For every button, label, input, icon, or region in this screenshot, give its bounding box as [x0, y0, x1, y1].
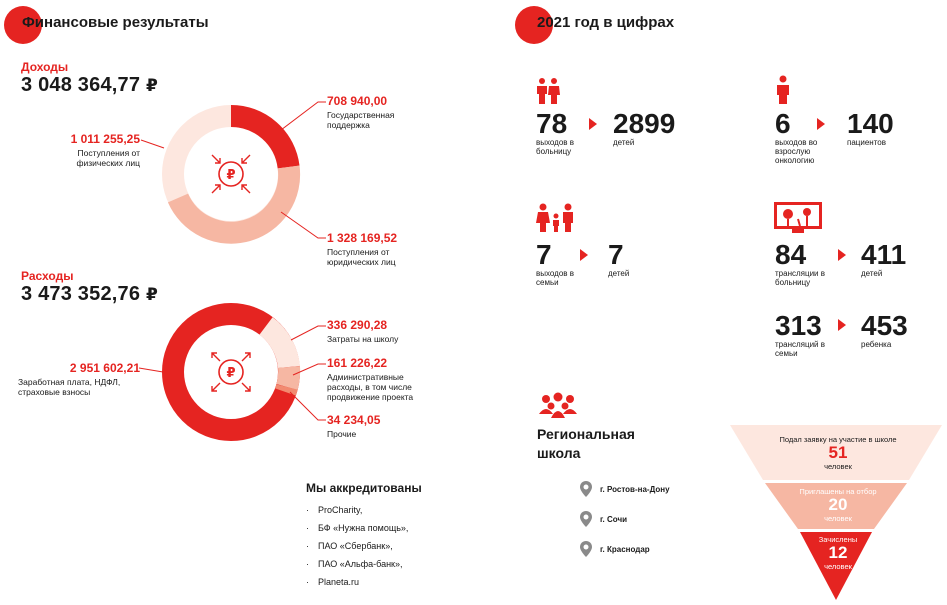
expenses-item-admin	[327, 356, 439, 402]
accredited-item-label: ПАО «Альфа-банк»,	[318, 559, 403, 569]
currency-symbol: ₽	[145, 76, 158, 95]
funnel-invited-value: 20	[828, 495, 848, 514]
stat-family-children	[608, 241, 629, 278]
stat-family-broadcasts-value: 313	[775, 310, 822, 341]
children-icon	[535, 77, 561, 105]
stat-oncology-visits: 6	[775, 108, 791, 139]
income-individuals-label: Поступления от физических лиц	[76, 148, 140, 168]
map-pin-icon	[579, 480, 593, 498]
bullet: ·	[306, 523, 309, 533]
arrow-right-icon	[838, 249, 846, 261]
expenses-salary-label: Заработная плата, НДФЛ, страховые взносы	[18, 377, 121, 397]
accredited-list	[306, 505, 422, 587]
stat-family-broadcasts-label: трансляций в семьи	[775, 340, 825, 358]
section-title-numbers: 2021 год в цифрах	[537, 14, 675, 31]
currency-symbol: ₽	[145, 285, 158, 304]
family-icon	[535, 203, 577, 233]
income-legal-label: Поступления от юридических лиц	[327, 247, 396, 267]
regional-school-title-line2: школа	[537, 445, 581, 461]
city-rostov	[579, 480, 670, 498]
funnel-enrolled-title: Зачислены	[818, 535, 858, 544]
stat-family-children-value: 7	[608, 239, 624, 270]
stat-family-broadcast-children	[861, 312, 908, 349]
accredited-title: Мы аккредитованы	[306, 481, 422, 495]
stat-hospital-children-value: 2899	[613, 108, 676, 139]
expenses-school-label: Затраты на школу	[327, 334, 399, 344]
ruble-icon: ₽	[226, 168, 236, 183]
expenses-admin-value: 161 226,22	[327, 356, 388, 370]
city-rostov-label: г. Ростов-на-Дону	[600, 484, 670, 494]
funnel-applied	[756, 435, 920, 471]
stat-family	[536, 241, 596, 287]
expenses-label: Расходы	[21, 269, 74, 283]
city-sochi-label: г. Сочи	[600, 514, 628, 524]
expenses-school-value: 336 290,28	[327, 318, 388, 332]
group-icon	[538, 392, 578, 420]
expenses-salary-value: 2 951 602,21	[69, 361, 140, 375]
stat-family-children-label: детей	[608, 269, 630, 278]
accredited-item-label: ProCharity,	[318, 505, 363, 515]
funnel-invited-unit: человек	[824, 514, 852, 523]
accredited-item	[306, 541, 422, 551]
funnel-applied-value: 51	[828, 443, 848, 462]
stat-oncology-patients	[847, 110, 894, 147]
funnel-invited-title: Приглашены на отбор	[799, 487, 877, 496]
accredited-section	[306, 481, 422, 595]
leader-other	[290, 392, 326, 420]
accredited-item	[306, 505, 422, 515]
income-state-label: Государственная поддержка	[327, 110, 395, 130]
accredited-item-label: Planeta.ru	[318, 577, 360, 587]
stat-hospital-children	[613, 110, 675, 147]
funnel-enrolled	[796, 535, 880, 571]
map-pin-icon	[579, 540, 593, 558]
tv-icon	[774, 202, 822, 234]
stat-hospital-broadcasts-label: трансляции в больницу	[775, 269, 825, 287]
expenses-item-salary	[18, 361, 140, 397]
person-icon	[775, 75, 791, 105]
leader-school	[291, 326, 326, 340]
map-pin-icon	[579, 510, 593, 528]
accredited-item-label: ПАО «Сбербанк»,	[318, 541, 393, 551]
regional-school-title	[537, 425, 635, 463]
funnel-invited	[776, 487, 900, 523]
city-krasnodar-label: г. Краснодар	[600, 544, 650, 554]
arrow-right-icon	[580, 249, 588, 261]
income-state-value: 708 940,00	[327, 94, 388, 108]
expenses-other-label: Прочие	[327, 429, 357, 439]
stat-hospital-broadcasts-value: 84	[775, 239, 807, 270]
income-label: Доходы	[21, 60, 69, 74]
city-sochi	[579, 510, 627, 528]
stat-broadcast-children	[861, 241, 906, 278]
accredited-item	[306, 523, 422, 533]
funnel-applied-unit: человек	[824, 462, 852, 471]
stat-oncology-visits-label: выходов во взрослую онкологию	[775, 138, 818, 165]
bullet: ·	[306, 559, 309, 569]
leader-admin	[293, 364, 326, 375]
stat-family-broadcast-children-value: 453	[861, 310, 908, 341]
stat-oncology-patients-label: пациентов	[847, 138, 886, 147]
section-title-financial: Финансовые результаты	[22, 14, 209, 31]
city-krasnodar	[579, 540, 650, 558]
stat-broadcast-children-label: детей	[861, 269, 883, 278]
expenses-item-other	[327, 413, 380, 439]
stat-hospital-visits-label: выходов в больницу	[536, 138, 575, 156]
arrow-right-icon	[817, 118, 825, 130]
expenses-other-value: 34 234,05	[327, 413, 381, 427]
accredited-item-label: БФ «Нужна помощь»,	[318, 523, 409, 533]
leader-salary	[139, 368, 163, 372]
funnel-enrolled-value: 12	[828, 543, 848, 562]
stat-hospital-broadcasts	[775, 241, 837, 287]
stat-oncology-patients-value: 140	[847, 108, 894, 139]
stat-adult-oncology	[775, 110, 837, 165]
bullet: ·	[306, 505, 309, 515]
funnel-enrolled-unit: человек	[824, 562, 852, 571]
arrow-right-icon	[838, 319, 846, 331]
stat-hospital-visits: 78	[536, 108, 568, 139]
income-legal-value: 1 328 169,52	[327, 231, 398, 245]
income-total-value: 3 048 364,77	[21, 74, 141, 96]
accredited-item	[306, 577, 422, 587]
accredited-item	[306, 559, 422, 569]
arrow-right-icon	[589, 118, 597, 130]
ruble-icon: ₽	[226, 366, 236, 381]
stat-broadcast-children-value: 411	[861, 239, 907, 270]
stat-family-broadcast-children-label: ребенка	[861, 340, 892, 349]
expenses-item-school	[327, 318, 398, 344]
regional-school-title-line1: Региональная	[537, 426, 635, 442]
expenses-total-value: 3 473 352,76	[21, 283, 141, 305]
stat-hospital-children-label: детей	[613, 138, 635, 147]
bullet: ·	[306, 577, 309, 587]
stat-hospital	[536, 110, 596, 156]
income-individuals-value: 1 011 255,25	[70, 132, 140, 146]
stat-family-visits: 7	[536, 239, 552, 270]
expenses-admin-label: Административные расходы, в том числе продвижение проекта	[327, 372, 414, 402]
stat-family-visits-label: выходов в семьи	[536, 269, 575, 287]
stat-family-broadcasts	[775, 312, 835, 358]
bullet: ·	[306, 541, 309, 551]
funnel-applied-title: Подал заявку на участие в школе	[779, 435, 897, 444]
